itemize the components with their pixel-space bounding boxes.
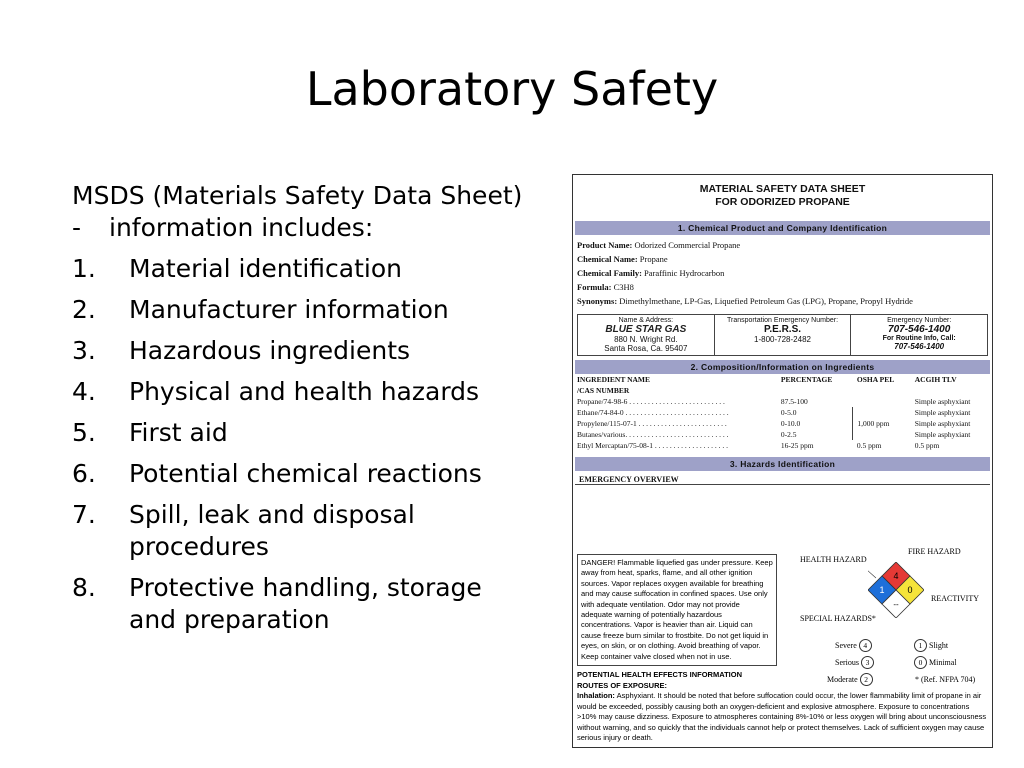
- nfpa-diamond-icon: [868, 562, 924, 618]
- list-item: 6. Potential chemical reactions: [72, 459, 482, 488]
- table-row: Ethyl Mercaptan/75-08-1 . . . . . . . . . . . . . . . . . . . . 16-25 ppm 0.5 ppm 0.5 ppm: [577, 441, 940, 450]
- ingredients-table: INGREDIENT NAME PERCENTAGE OSHA PEL ACGIH TLV /CAS NUMBER Propane/74-98-6 . . . . . . . . . . . . . . . . . . . . . . . . . . 87.5-100 Simple asphyxiant Ethane/74-84-0 . . . . . . . . . . . . . . . . . . . . . . . . . . . . 0-5.0 1,000 ppm Simple asphyxiant Propylene/115-07-1 . . . . . . . . . . . . . . . . . . . . . . . . 0-10.0 Simple asphyxiant Butanes/various. . . . . . . . . . . . . . . . . . . . . . . . . . . . 0-2.5 Simple asphyxiant Ethyl Mercaptan/75-08-1 . . . . . . . . . . . . . . . . . . . . 16-25 ppm 0.5 ppm 0.5 ppm: [573, 374, 992, 451]
- company-cell: Name & Address: BLUE STAR GAS 880 N. Wright Rd. Santa Rosa, Ca. 95407: [578, 315, 715, 355]
- diamond-fire-value: 4: [893, 571, 899, 581]
- chemical-family-line: Chemical Family: Paraffinic Hydrocarbon: [577, 268, 725, 278]
- fire-hazard-label: FIRE HAZARD: [908, 547, 961, 556]
- section-3-band: 3. Hazards Identification: [575, 457, 990, 471]
- diamond-reactivity-value: 0: [907, 585, 913, 595]
- health-hazard-label: HEALTH HAZARD: [800, 555, 867, 564]
- legend-slight: 1 Slight: [912, 639, 948, 652]
- diamond-special-value: --: [893, 600, 899, 609]
- formula-line: Formula: C3H8: [577, 282, 634, 292]
- emergency-cell: Emergency Number: 707-546-1400 For Routine Info, Call: 707-546-1400: [882, 317, 956, 351]
- contact-table: [577, 314, 988, 356]
- table-row: Butanes/various. . . . . . . . . . . . . . . . . . . . . . . . . . . . 0-2.5 Simple asphyxiant: [577, 430, 971, 439]
- section-2-band: 2. Composition/Information on Ingredients: [575, 360, 990, 374]
- reactivity-label: REACTIVITY: [931, 594, 979, 603]
- list-item: 1. Material identification: [72, 254, 402, 283]
- chemical-name-line: Chemical Name: Propane: [577, 254, 668, 264]
- list-item: 7. Spill, leak and disposal procedures: [72, 500, 415, 561]
- list-item: 4. Physical and health hazards: [72, 377, 480, 406]
- legend-ref: * (Ref. NFPA 704): [915, 675, 976, 684]
- product-name-line: Product Name: Odorized Commercial Propane: [577, 240, 741, 250]
- special-hazards-label: SPECIAL HAZARDS*: [800, 614, 876, 623]
- table-row: Propane/74-98-6 . . . . . . . . . . . . . . . . . . . . . . . . . . 87.5-100 Simple asphyxiant: [577, 397, 971, 406]
- emergency-overview: EMERGENCY OVERVIEW: [575, 475, 990, 485]
- table-row: Propylene/115-07-1 . . . . . . . . . . . . . . . . . . . . . . . . 0-10.0 Simple asphyxiant: [577, 419, 971, 428]
- list-item: 3. Hazardous ingredients: [72, 336, 411, 365]
- diamond-health-value: 1: [879, 585, 885, 595]
- transport-cell: Transportation Emergency Number: P.E.R.S. 1-800-728-2482: [715, 315, 852, 355]
- health-effects-section: POTENTIAL HEALTH EFFECTS INFORMATION ROUTES OF EXPOSURE: Inhalation: Asphyxiant. It should be noted that before suffocation could occur, the lower flammability limit of propane in air would be exceeded, possibly causing both an oxygen-deficient and explosive atmosphere. Exposure to concentrations >10% may cause dizziness. Exposure to atmospheres containing 8%-10% or less oxygen will bring about unconsciousness without warning, and so quickly that the individuals cannot help or protect themselves. Lack of sufficient oxygen may cause serious injury or death.: [577, 670, 987, 742]
- legend-severe: Severe 4: [835, 639, 874, 652]
- slide-title: Laboratory Safety: [305, 62, 719, 116]
- table-row: Ethane/74-84-0 . . . . . . . . . . . . . . . . . . . . . . . . . . . . 0-5.0 1,000 ppm Simple asphyxiant: [573, 407, 992, 418]
- list-item: 8. Protective handling, storage and preparation: [72, 573, 482, 634]
- bullet-list: [72, 180, 532, 636]
- msds-heading: MATERIAL SAFETY DATA SHEET FOR ODORIZED PROPANE: [699, 183, 866, 208]
- bullet-dash: - information includes:: [72, 213, 374, 242]
- legend-minimal: 0 Minimal: [912, 656, 957, 669]
- legend-moderate: Moderate 2: [827, 673, 875, 686]
- danger-text-box: DANGER! Flammable liquefied gas under pressure. Keep away from heat, sparks, flame, and all other ignition sources. Vapor replaces oxygen available for breathing and may cause suffocation in confined spaces. Use only with adequate ventilation. Odor may not provide adequate warning of potentially hazardous concentrations. Vapor is heavier than air. Liquid can cause freeze burn similar to frostbite. Do not get liquid in eyes, on skin, or on clothing. Avoid breathing of vapor. Keep container valve closed when not in use.: [577, 554, 777, 666]
- section-1-band: 1. Chemical Product and Company Identification: [575, 221, 990, 235]
- list-item: 5. First aid: [72, 418, 228, 447]
- list-item: 2. Manufacturer information: [72, 295, 449, 324]
- legend-serious: Serious 3: [835, 656, 876, 669]
- bullet-intro: MSDS (Materials Safety Data Sheet): [72, 181, 523, 210]
- synonyms-line: Synonyms: Dimethylmethane, LP-Gas, Liquefied Petroleum Gas (LPG), Propane, Propyl Hydride: [577, 296, 913, 306]
